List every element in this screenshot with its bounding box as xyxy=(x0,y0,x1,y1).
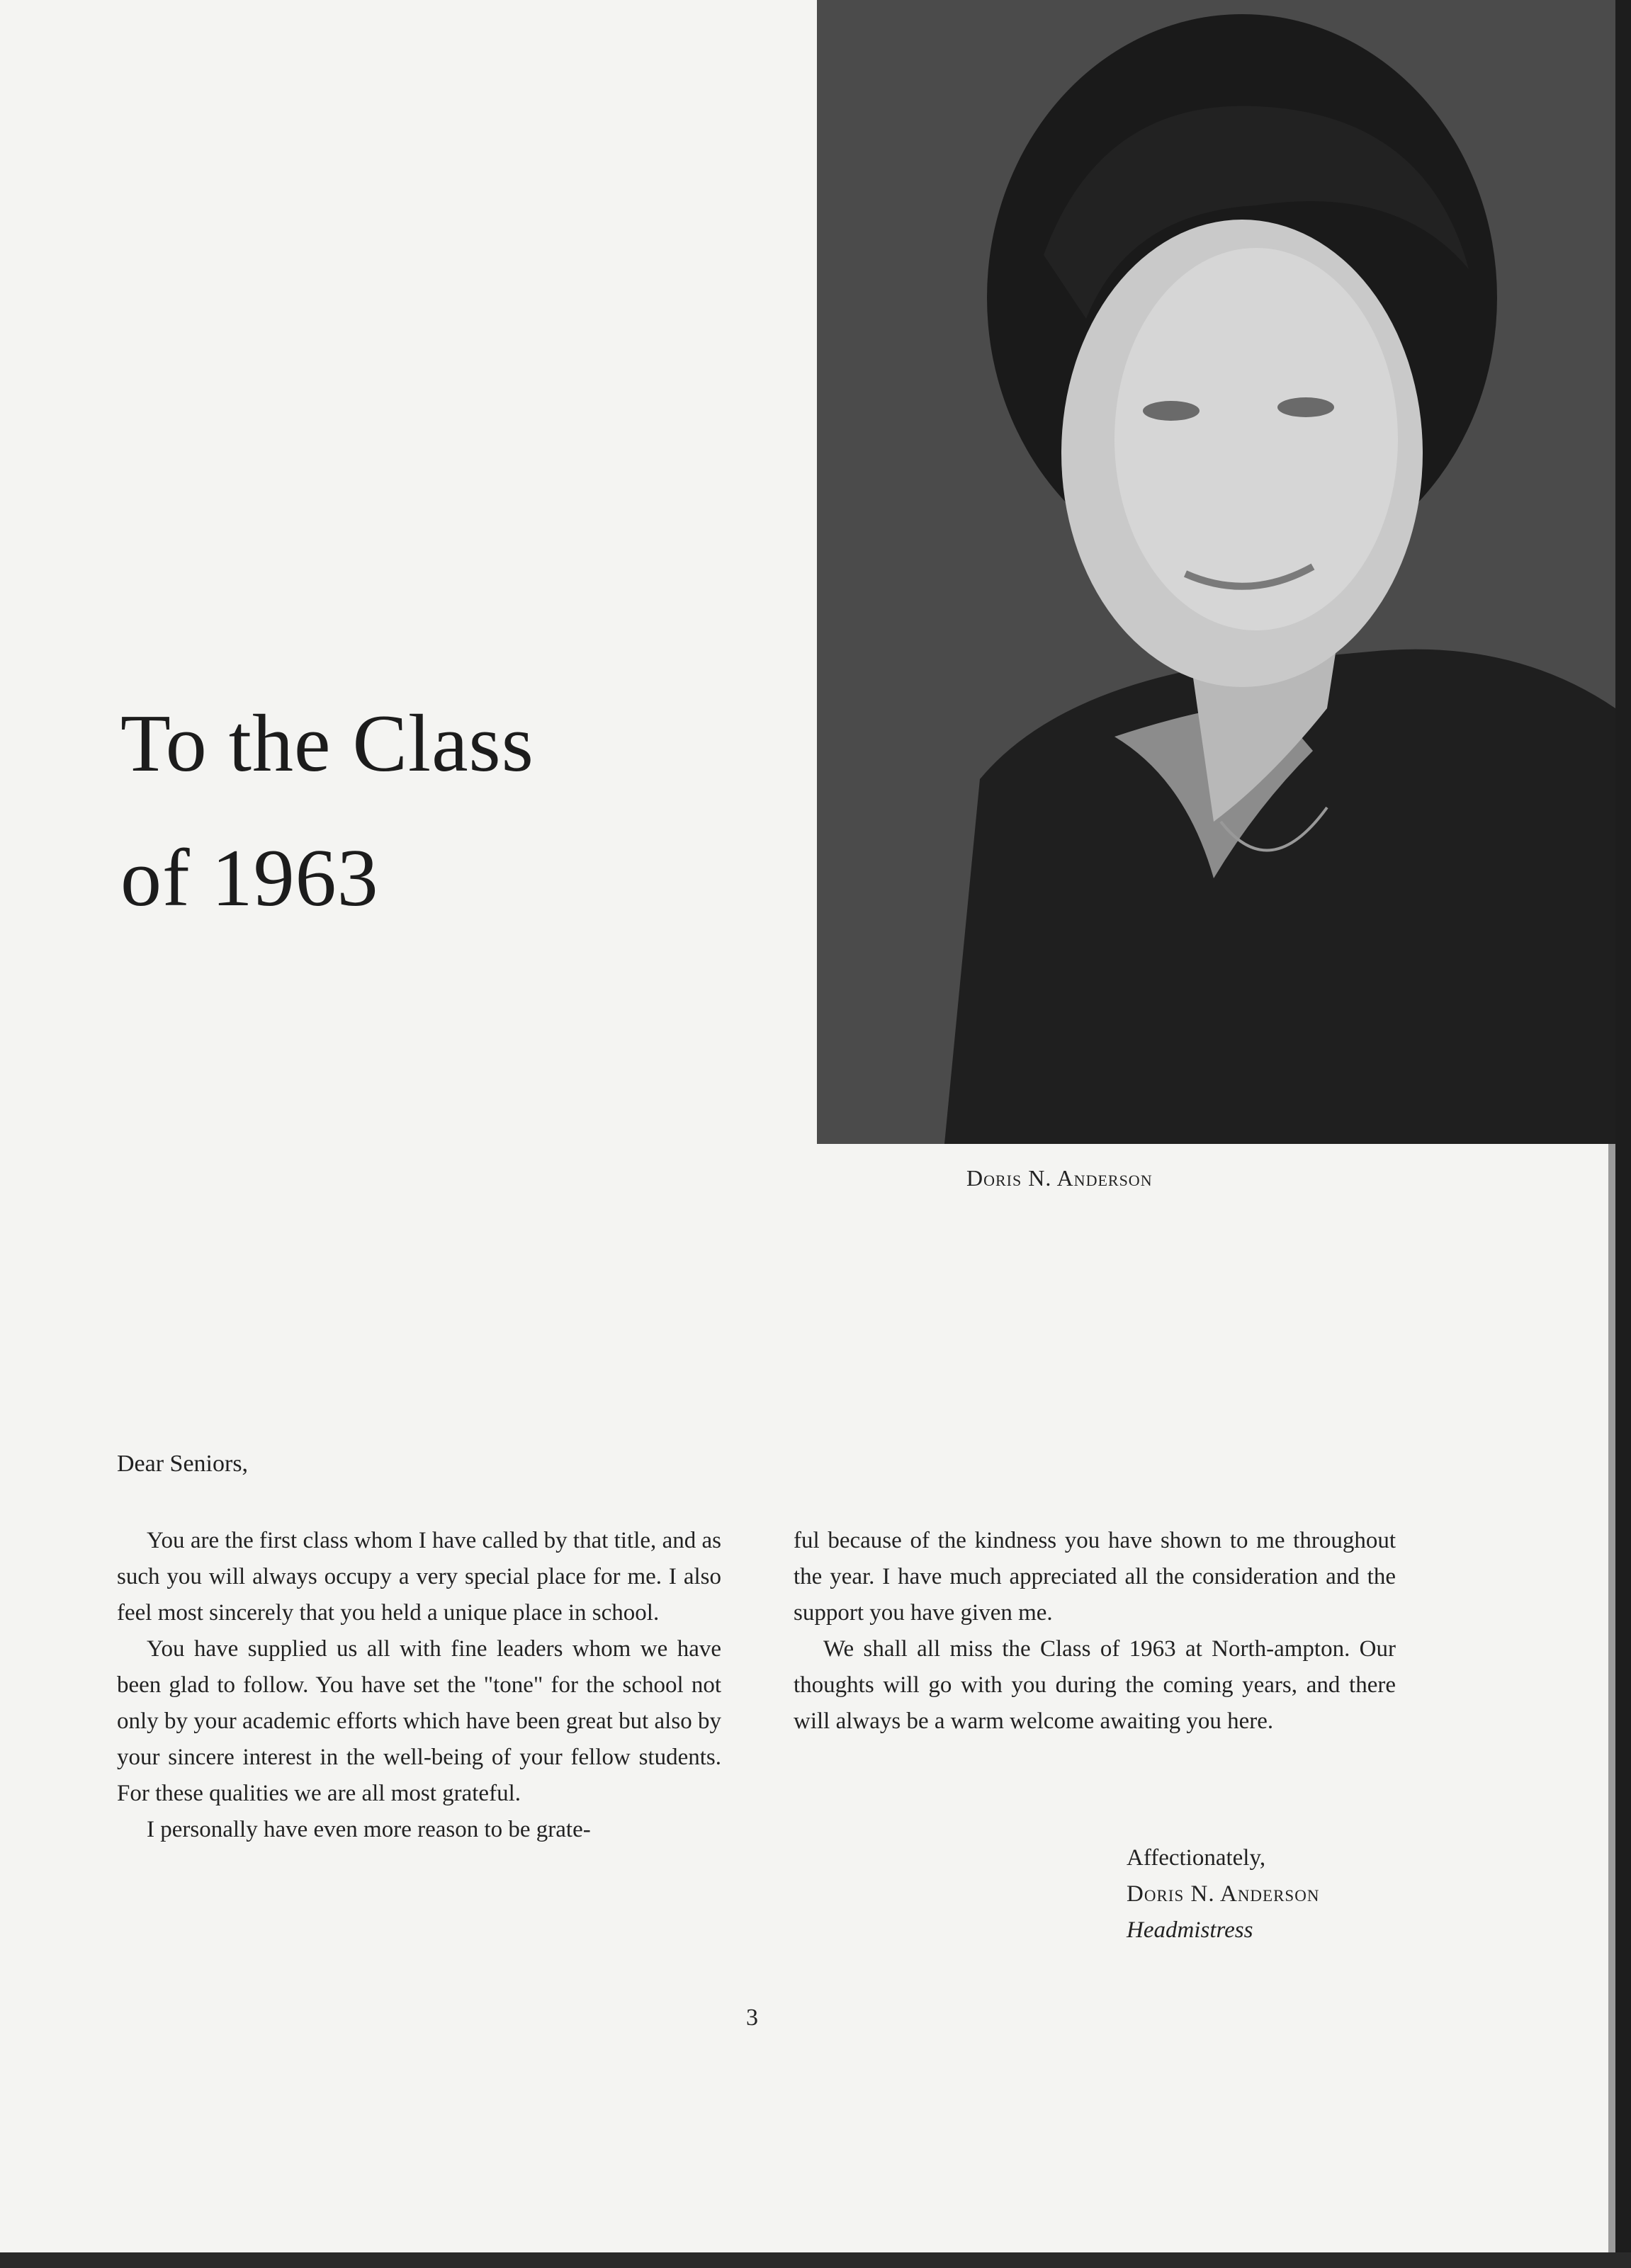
portrait-photo xyxy=(817,0,1615,1144)
letter-paragraph: ful because of the kindness you have shown to me throughout the year. I have much appreciated all the consideration and the support you have given me. xyxy=(794,1528,1396,1626)
photo-caption: Doris N. Anderson xyxy=(966,1165,1153,1191)
signature-name: Doris N. Anderson xyxy=(1127,1881,1320,1907)
letter-left-column xyxy=(117,1523,721,1848)
letter-paragraph: You have supplied us all with fine leaders whom we have been glad to follow. You have set the "tone" for the school not only by your academic efforts which have been great but also by your sincere interest in the well-being of your fellow students. For these qualities we are all most grateful. xyxy=(117,1636,721,1806)
letter-paragraph: You are the first class whom I have called by that title, and as such you will always occupy a very special place for me. I also feel most sincerely that you held a unique place in school. xyxy=(117,1528,721,1626)
letter-right-column xyxy=(794,1523,1396,1740)
letter-salutation: Dear Seniors, xyxy=(117,1451,249,1477)
letter-paragraph: We shall all miss the Class of 1963 at North-ampton. Our thoughts will go with you during the coming years, and there will always be a warm welcome awaiting you here. xyxy=(794,1636,1396,1734)
page-edge xyxy=(1615,0,1631,2268)
signature-title: Headmistress xyxy=(1127,1917,1253,1943)
letter-closing: Affectionately, xyxy=(1127,1845,1266,1871)
title-line-1: To the Class xyxy=(120,698,534,789)
title-line-2: of 1963 xyxy=(120,833,379,924)
page-bottom-edge xyxy=(0,2252,1631,2268)
page-title xyxy=(120,676,534,946)
letter-paragraph: I personally have even more reason to be grate- xyxy=(147,1817,591,1842)
page-number: 3 xyxy=(746,2005,758,2031)
letter-signature xyxy=(1127,1840,1319,1949)
